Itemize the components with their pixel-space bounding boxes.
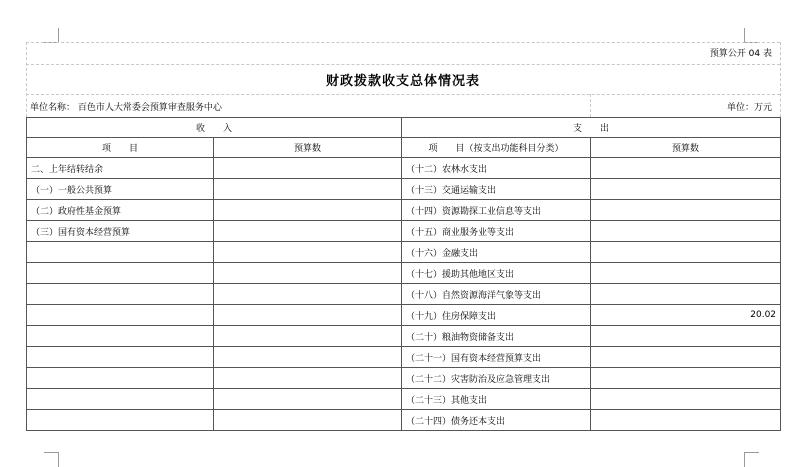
expense-budget-cell (591, 263, 781, 284)
table-row (27, 200, 781, 221)
income-item-cell (27, 410, 214, 431)
table-row (27, 410, 781, 431)
income-item-cell (27, 263, 214, 284)
income-budget-cell (214, 368, 402, 389)
table-row (27, 263, 781, 284)
income-budget-cell (214, 305, 402, 326)
table-group-header (27, 118, 781, 138)
income-item-cell: （二）政府性基金预算 (27, 200, 214, 221)
expense-item-cell: （二十二）灾害防治及应急管理支出 (402, 368, 591, 389)
income-budget-cell (214, 200, 402, 221)
income-item-cell: 二、上年结转结余 (27, 158, 214, 179)
income-item-cell (27, 389, 214, 410)
gridline (26, 42, 780, 43)
income-item-cell: （三）国有资本经营预算 (27, 221, 214, 242)
expense-budget-cell (591, 242, 781, 263)
crop-mark-bottom-right (744, 452, 759, 467)
expense-item-cell: （十二）农林水支出 (402, 158, 591, 179)
expense-budget-cell: 20.02 (591, 305, 781, 326)
income-item-cell (27, 284, 214, 305)
table-row (27, 221, 781, 242)
report-id: 预算公开 04 表 (709, 49, 772, 59)
expense-budget-cell (591, 284, 781, 305)
gridline (26, 64, 780, 65)
expense-budget-cell (591, 326, 781, 347)
expense-item-cell: （十四）资源勘探工业信息等支出 (402, 200, 591, 221)
table-column-header (27, 138, 781, 158)
expense-budget-cell (591, 158, 781, 179)
table-row (27, 158, 781, 179)
table-row (27, 305, 781, 326)
income-budget-cell (214, 179, 402, 200)
crop-mark-bottom-left (44, 452, 59, 467)
col-expense-item: 项 目（按支出功能科目分类） (402, 138, 591, 158)
unit-name: 单位名称： 百色市人大常委会预算审查服务中心 (30, 103, 222, 113)
expense-budget-cell (591, 368, 781, 389)
expense-item-cell: （二十三）其他支出 (402, 389, 591, 410)
expense-item-cell: （十七）援助其他地区支出 (402, 263, 591, 284)
expense-item-cell: （十八）自然资源海洋气象等支出 (402, 284, 591, 305)
crop-mark-top-right (744, 28, 759, 43)
income-item-cell (27, 305, 214, 326)
income-group-header: 收 入 (27, 118, 402, 138)
expense-item-cell: （二十）粮油物资储备支出 (402, 326, 591, 347)
income-budget-cell (214, 284, 402, 305)
income-budget-cell (214, 410, 402, 431)
unit-measure: 单位：万元 (726, 103, 772, 113)
expense-budget-cell (591, 410, 781, 431)
gridline (590, 94, 591, 117)
table-row (27, 389, 781, 410)
expense-item-cell: （二十一）国有资本经营预算支出 (402, 347, 591, 368)
page-title: 财政拨款收支总体情况表 (325, 74, 480, 89)
expense-budget-cell (591, 347, 781, 368)
table-row (27, 368, 781, 389)
income-item-cell (27, 368, 214, 389)
expense-budget-cell (591, 179, 781, 200)
income-item-cell (27, 242, 214, 263)
expense-item-cell: （十五）商业服务业等支出 (402, 221, 591, 242)
col-income-budget: 预算数 (214, 138, 402, 158)
table-row (27, 326, 781, 347)
income-budget-cell (214, 221, 402, 242)
income-budget-cell (214, 326, 402, 347)
expense-group-header: 支 出 (402, 118, 781, 138)
income-budget-cell (214, 389, 402, 410)
income-budget-cell (214, 347, 402, 368)
budget-table (26, 117, 781, 431)
income-budget-cell (214, 263, 402, 284)
expense-budget-cell (591, 221, 781, 242)
gridline (26, 94, 780, 95)
income-budget-cell (214, 158, 402, 179)
income-item-cell: （一）一般公共预算 (27, 179, 214, 200)
table-row (27, 284, 781, 305)
income-item-cell (27, 326, 214, 347)
expense-item-cell: （十九）住房保障支出 (402, 305, 591, 326)
table-row (27, 347, 781, 368)
expense-item-cell: （十三）交通运输支出 (402, 179, 591, 200)
expense-item-cell: （十六）金融支出 (402, 242, 591, 263)
col-income-item: 项 目 (27, 138, 214, 158)
table-row (27, 179, 781, 200)
table-row (27, 242, 781, 263)
expense-budget-cell (591, 200, 781, 221)
income-budget-cell (214, 242, 402, 263)
income-item-cell (27, 347, 214, 368)
gridline (780, 42, 781, 117)
expense-item-cell: （二十四）债务还本支出 (402, 410, 591, 431)
col-expense-budget: 预算数 (591, 138, 781, 158)
crop-mark-top-left (44, 28, 59, 43)
expense-budget-cell (591, 389, 781, 410)
